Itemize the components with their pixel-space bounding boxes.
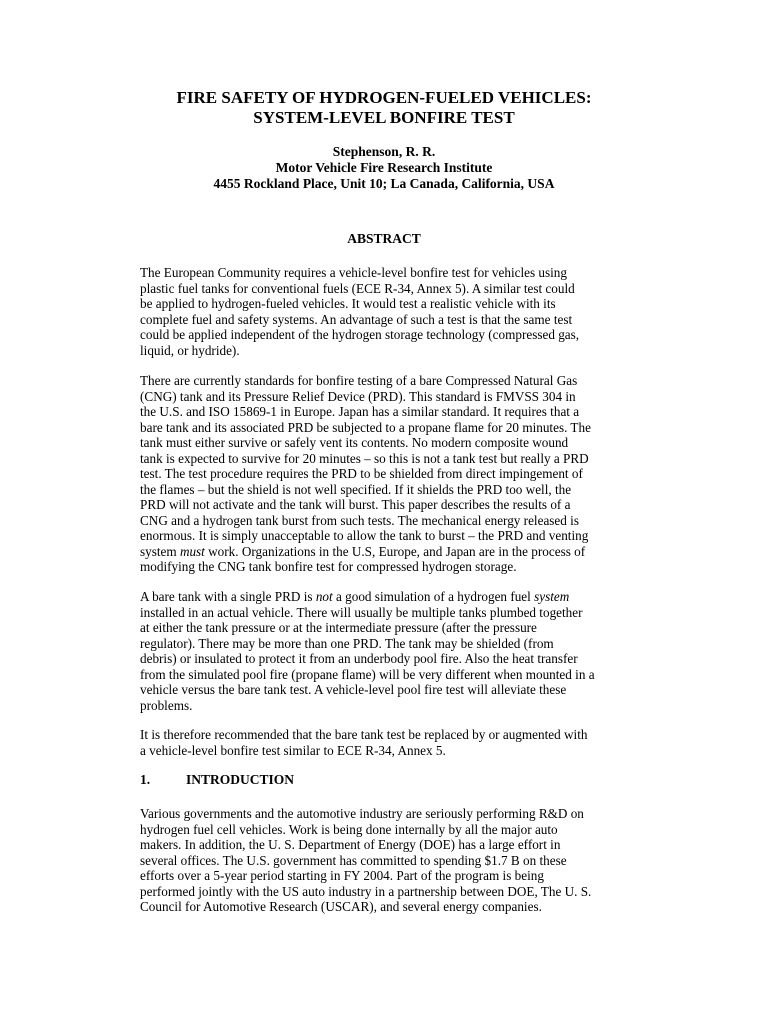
- text-line: from the simulated pool fire (propane flame) will be very different when mounted in a: [140, 666, 595, 682]
- institute-address: 4455 Rockland Place, Unit 10; La Canada, California, USA: [213, 176, 555, 191]
- text-line: vehicle versus the bare tank test. A vehicle-level pool fire test will alleviate these: [140, 682, 567, 697]
- text-run: system: [140, 543, 180, 559]
- text-line: tank must either survive or safely vent its contents. No modern composite wound: [140, 435, 569, 450]
- text-line: complete fuel and safety systems. An advantage of such a test is that the same test: [140, 311, 573, 327]
- text-line: bare tank and its associated PRD be subjected to a propane flame for 20 minutes. The: [140, 419, 591, 435]
- text-line: test. The test procedure requires the PRD to be shielded from direct impingement of: [140, 466, 583, 481]
- text-line: at either the tank pressure or at the intermediate pressure (after the pressure: [140, 620, 537, 635]
- text-line: The European Community requires a vehicle-level bonfire test for vehicles using: [140, 265, 567, 280]
- paper-title: [0, 88, 768, 128]
- title-line: SYSTEM-LEVEL BONFIRE TEST: [253, 108, 515, 127]
- text-line: There are currently standards for bonfire testing of a bare Compressed Natural Gas: [140, 373, 578, 388]
- text-line: modifying the CNG tank bonfire test for compressed hydrogen storage.: [140, 559, 517, 574]
- text-line: Various governments and the automotive industry are seriously performing R&D on: [140, 806, 584, 821]
- text-line: the flames – but the shield is not well specified. If it shields the PRD too well, the: [140, 481, 572, 497]
- emphasis-text: not: [315, 589, 333, 604]
- abstract-paragraph-3: [140, 589, 640, 713]
- emphasis-text: must: [179, 543, 205, 559]
- text-line: could be applied independent of the hydrogen storage technology (compressed gas,: [140, 327, 580, 342]
- emphasis-text: system: [534, 589, 570, 604]
- text-line: makers. In addition, the U. S. Department of Energy (DOE) has a large effort in: [140, 837, 561, 852]
- text-line: installed in an actual vehicle. There will usually be multiple tanks plumbed together: [140, 604, 583, 620]
- text-line: performed jointly with the US auto industry in a partnership between DOE, The U. S.: [140, 883, 592, 899]
- abstract-paragraph-2: [140, 373, 640, 575]
- text-line: Council for Automotive Research (USCAR), and several energy companies.: [140, 899, 542, 914]
- institute-name: Motor Vehicle Fire Research Institute: [275, 160, 493, 175]
- text-line: hydrogen fuel cell vehicles. Work is being done internally by all the major auto: [140, 821, 558, 837]
- section-number: 1.: [140, 772, 151, 787]
- text-line: [140, 544, 640, 560]
- text-line: liquid, or hydride).: [140, 342, 240, 358]
- title-line: FIRE SAFETY OF HYDROGEN-FUELED VEHICLES:: [176, 88, 592, 107]
- text-line: plastic fuel tanks for conventional fuels (ECE R-34, Annex 5). A similar test could: [140, 280, 575, 296]
- text-line: regulator). There may be more than one PRD. The tank may be shielded (from: [140, 635, 554, 651]
- text-line: be applied to hydrogen-fueled vehicles. It would test a realistic vehicle with its: [140, 296, 556, 311]
- author-name: Stephenson, R. R.: [332, 144, 436, 159]
- text-line: It is therefore recommended that the bare tank test be replaced by or augmented with: [140, 727, 588, 742]
- text-line: problems.: [140, 697, 193, 713]
- author-block: [0, 144, 768, 192]
- text-line: enormous. It is simply unacceptable to allow the tank to burst – the PRD and venting: [140, 528, 589, 543]
- text-run: A bare tank with a single PRD is: [140, 589, 316, 604]
- text-line: (CNG) tank and its Pressure Relief Device (PRD). This standard is FMVSS 304 in: [140, 388, 576, 404]
- abstract-paragraph-1: [140, 265, 640, 358]
- text-line: a vehicle-level bonfire test similar to ECE R-34, Annex 5.: [140, 742, 446, 758]
- text-line: PRD will not activate and the tank will burst. This paper describes the results of a: [140, 497, 571, 512]
- text-line: tank is expected to survive for 20 minutes – so this is not a tank test but really a PRD: [140, 450, 589, 466]
- text-line: CNG and a hydrogen tank burst from such tests. The mechanical energy released is: [140, 512, 579, 528]
- text-line: [140, 589, 640, 605]
- abstract-paragraph-4: [140, 727, 640, 758]
- abstract-heading: ABSTRACT: [347, 231, 421, 246]
- section-title: INTRODUCTION: [186, 772, 295, 787]
- text-line: debris) or insulated to protect it from an underbody pool fire. Also the heat transfer: [140, 651, 578, 666]
- text-run: work. Organizations in the U.S, Europe, and Japan are in the process of: [204, 543, 586, 559]
- text-run: a good simulation of a hydrogen fuel: [332, 589, 535, 604]
- text-line: several offices. The U.S. government has committed to spending $1.7 B on these: [140, 852, 567, 868]
- text-line: efforts over a 5-year period starting in FY 2004. Part of the program is being: [140, 868, 544, 883]
- introduction-paragraph-1: [140, 806, 640, 915]
- section-heading-introduction: [140, 772, 294, 788]
- text-line: the U.S. and ISO 15869-1 in Europe. Japan has a similar standard. It requires that a: [140, 404, 580, 419]
